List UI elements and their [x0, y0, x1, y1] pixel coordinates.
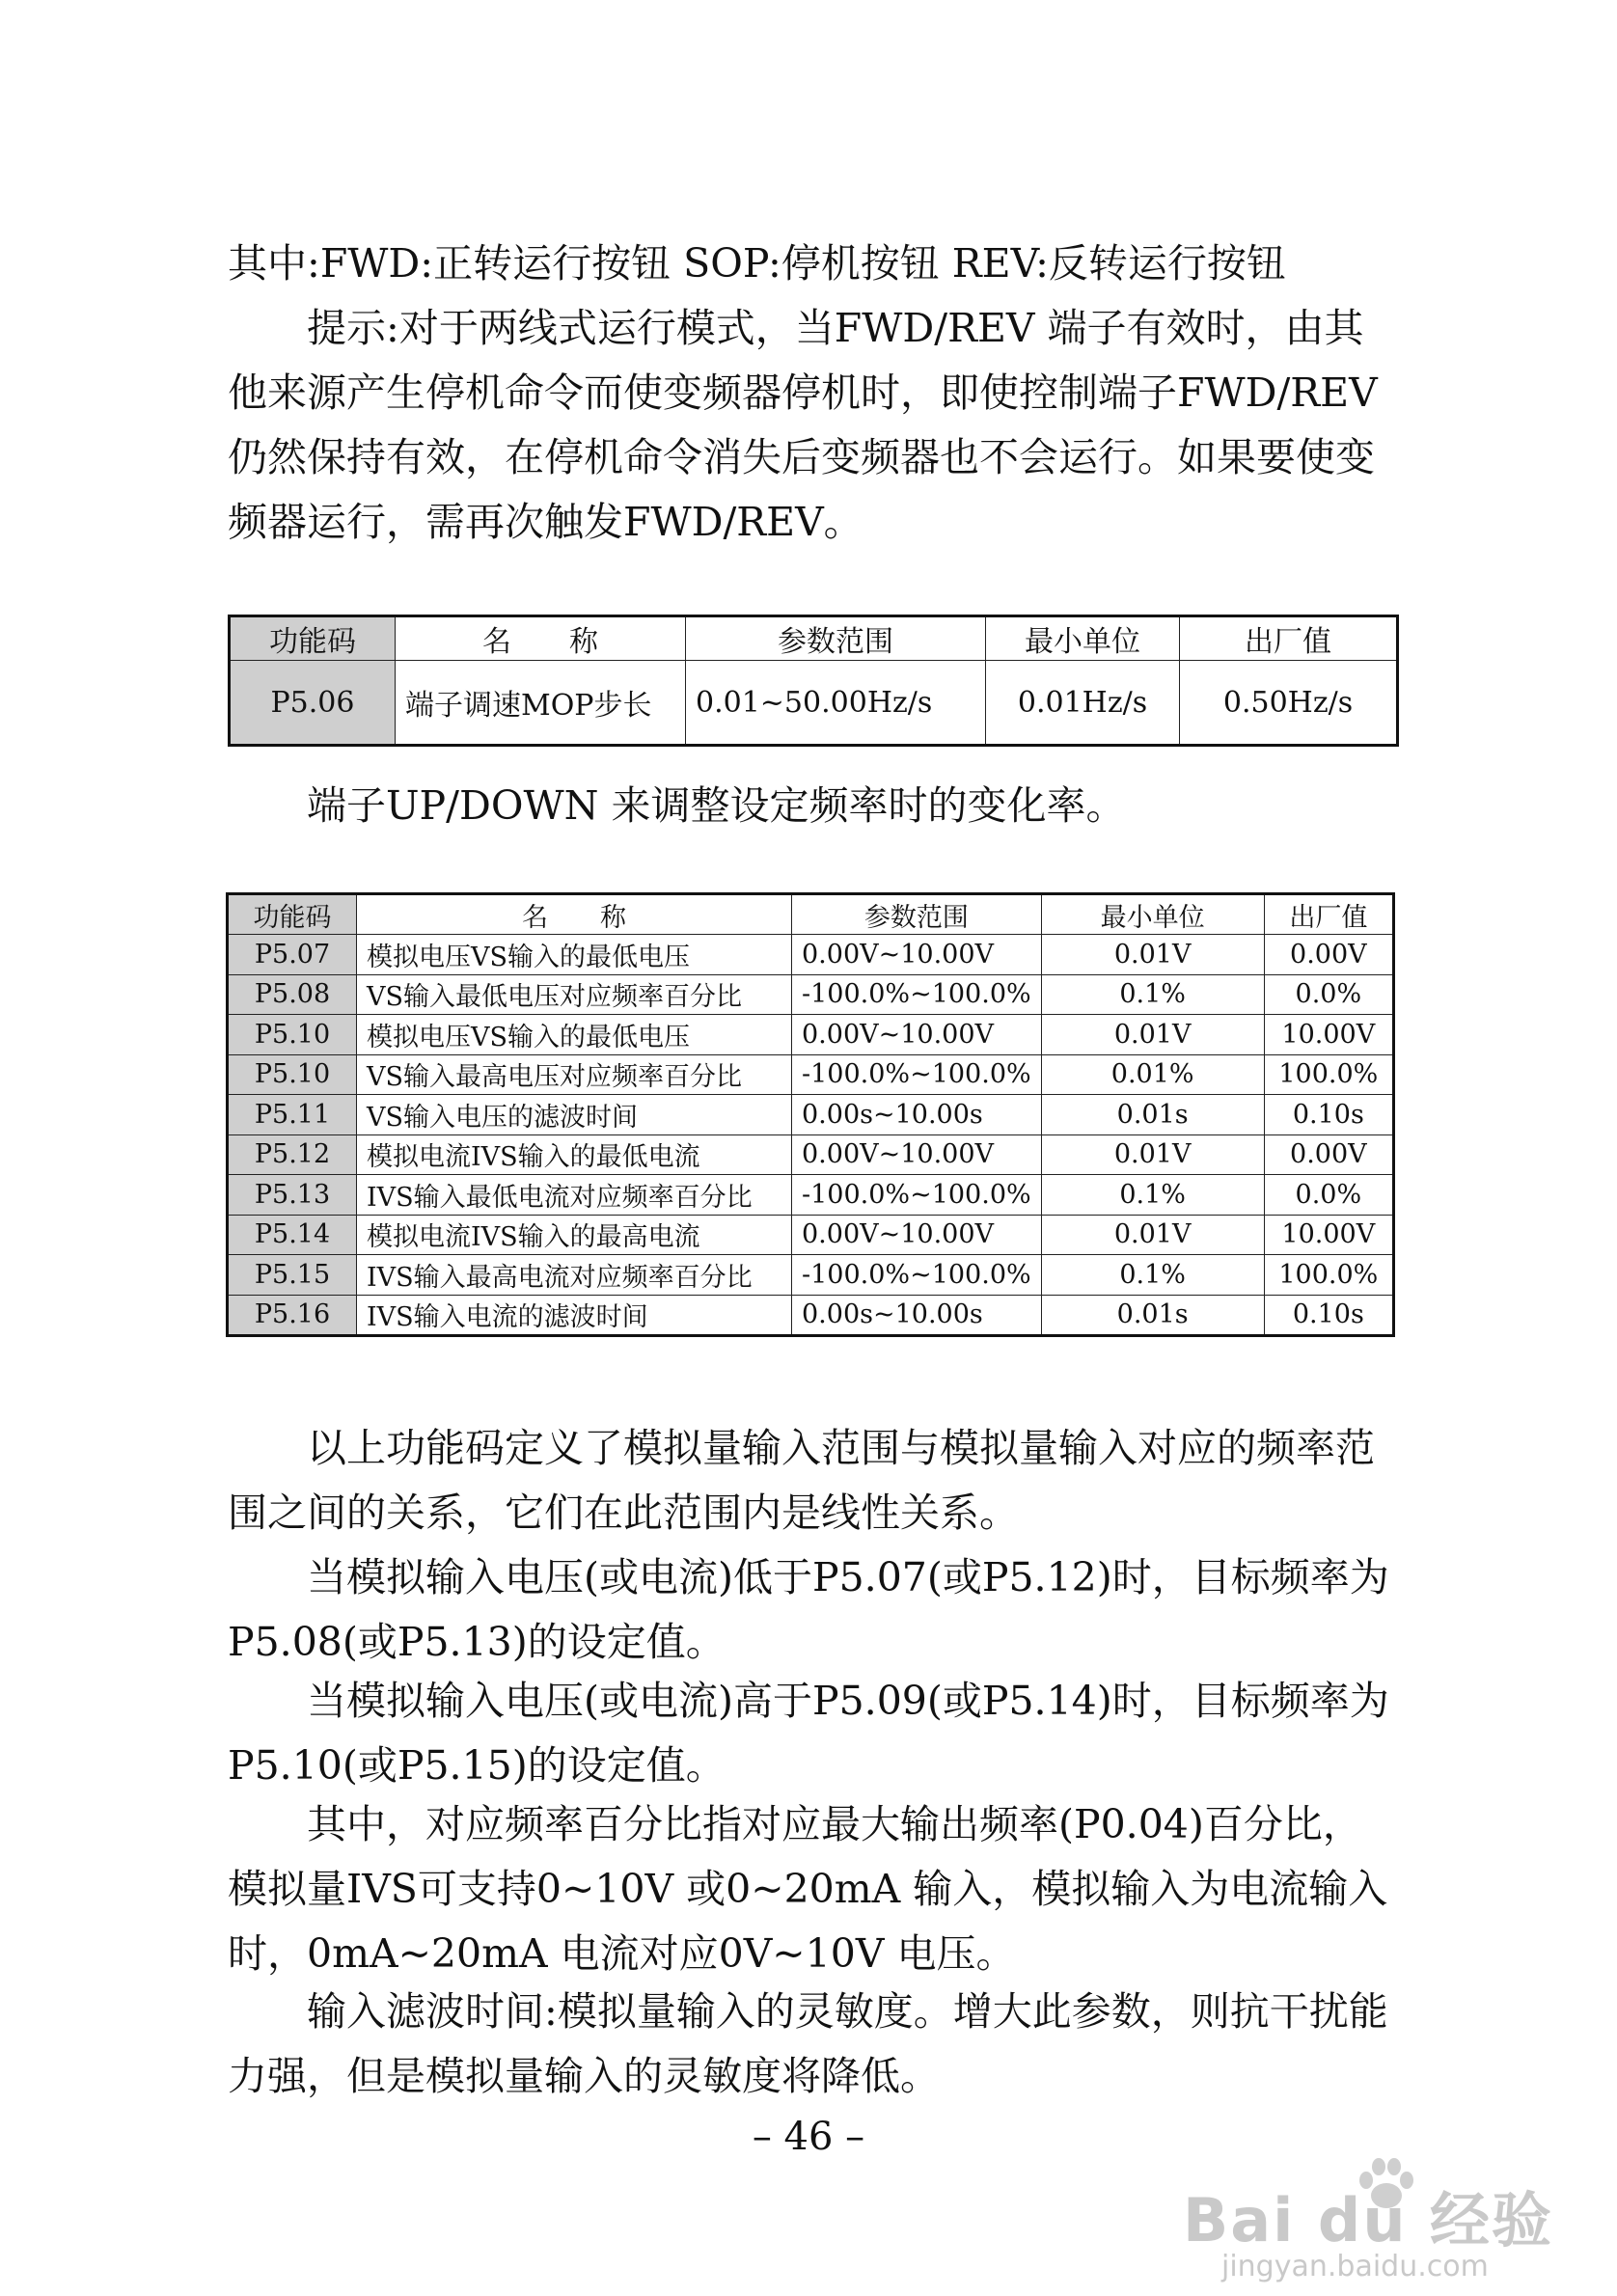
cell-name: VS输入电压的滤波时间	[357, 1095, 792, 1135]
cell-range: -100.0%~100.0%	[792, 1175, 1042, 1216]
cell-range: 0.00V~10.00V	[792, 1015, 1042, 1055]
header-range: 参数范围	[686, 616, 986, 661]
cell-code: P5.14	[228, 1215, 357, 1255]
watermark-brand: Bai du 经验	[1183, 2185, 1554, 2255]
header-unit: 最小单位	[1041, 894, 1264, 935]
baidu-jingyan-watermark	[1183, 2151, 1588, 2286]
cell-code: P5.10	[228, 1054, 357, 1095]
table-row	[228, 935, 1394, 975]
table-row	[228, 1175, 1394, 1216]
cell-default: 100.0%	[1264, 1054, 1393, 1095]
table-row	[228, 1295, 1394, 1336]
header-default: 出厂值	[1180, 616, 1398, 661]
header-default: 出厂值	[1264, 894, 1393, 935]
cell-unit: 0.01Hz/s	[986, 661, 1180, 746]
table-row	[228, 1134, 1394, 1175]
cell-range: -100.0%~100.0%	[792, 1255, 1042, 1296]
table-row	[228, 1054, 1394, 1095]
cell-default: 0.0%	[1264, 1175, 1393, 1216]
paragraph-low-input: 当模拟输入电压(或电流)低于P5.07(或P5.12)时，目标频率为P5.08(或P5.13)的设定值。	[228, 1554, 1389, 1665]
cell-unit: 0.01%	[1041, 1054, 1264, 1095]
cell-range: 0.01~50.00Hz/s	[686, 661, 986, 746]
page-number: – 46 –	[752, 2115, 865, 2159]
header-code: 功能码	[228, 894, 357, 935]
table-row	[230, 661, 1398, 746]
cell-code: P5.06	[230, 661, 396, 746]
table-p5-06	[228, 615, 1399, 747]
cell-range: -100.0%~100.0%	[792, 1054, 1042, 1095]
cell-default: 0.0%	[1264, 974, 1393, 1015]
cell-code: P5.12	[228, 1134, 357, 1175]
cell-unit: 0.01V	[1041, 1134, 1264, 1175]
cell-name: IVS输入最高电流对应频率百分比	[357, 1255, 792, 1296]
cell-name: IVS输入电流的滤波时间	[357, 1295, 792, 1336]
cell-name: 模拟电流IVS输入的最高电流	[357, 1215, 792, 1255]
cell-default: 10.00V	[1264, 1015, 1393, 1055]
cell-default: 10.00V	[1264, 1215, 1393, 1255]
cell-unit: 0.1%	[1041, 974, 1264, 1015]
header-unit: 最小单位	[986, 616, 1180, 661]
cell-unit: 0.1%	[1041, 1255, 1264, 1296]
cell-name: 模拟电流IVS输入的最低电流	[357, 1134, 792, 1175]
cell-code: P5.10	[228, 1015, 357, 1055]
cell-range: 0.00V~10.00V	[792, 1134, 1042, 1175]
cell-range: 0.00V~10.00V	[792, 1215, 1042, 1255]
paragraph-percentage-note: 其中，对应频率百分比指对应最大输出频率(P0.04)百分比，模拟量IVS可支持0~10V 或0~20mA 输入，模拟输入为电流输入时，0mA~20mA 电流对应0V~10V 电压。	[228, 1801, 1388, 1977]
cell-code: P5.13	[228, 1175, 357, 1216]
cell-default: 100.0%	[1264, 1255, 1393, 1296]
cell-code: P5.16	[228, 1295, 357, 1336]
header-code: 功能码	[230, 616, 396, 661]
cell-range: -100.0%~100.0%	[792, 974, 1042, 1015]
paragraph-range-relation: 以上功能码定义了模拟量输入范围与模拟量输入对应的频率范围之间的关系，它们在此范围内是线性关系。	[228, 1425, 1375, 1536]
watermark-url: jingyan.baidu.com	[1221, 2250, 1489, 2283]
cell-default: 0.00V	[1264, 1134, 1393, 1175]
cell-name: VS输入最高电压对应频率百分比	[357, 1054, 792, 1095]
table-p5-07-16	[226, 892, 1395, 1337]
header-name: 名 称	[357, 894, 792, 935]
cell-default: 0.10s	[1264, 1095, 1393, 1135]
cell-name: 模拟电压VS输入的最低电压	[357, 1015, 792, 1055]
table-row	[228, 1015, 1394, 1055]
cell-unit: 0.01s	[1041, 1095, 1264, 1135]
cell-unit: 0.01V	[1041, 1215, 1264, 1255]
table-row	[228, 1255, 1394, 1296]
cell-code: P5.15	[228, 1255, 357, 1296]
cell-code: P5.11	[228, 1095, 357, 1135]
table-row	[228, 974, 1394, 1015]
cell-unit: 0.01V	[1041, 1015, 1264, 1055]
table-header-row	[228, 894, 1394, 935]
cell-name: IVS输入最低电流对应频率百分比	[357, 1175, 792, 1216]
paragraph-high-input: 当模拟输入电压(或电流)高于P5.09(或P5.14)时，目标频率为P5.10(或P5.15)的设定值。	[228, 1678, 1389, 1789]
table-row	[228, 1215, 1394, 1255]
table-header-row	[230, 616, 1398, 661]
cell-default: 0.10s	[1264, 1295, 1393, 1336]
paragraph-tip: 提示:对于两线式运行模式，当FWD/REV 端子有效时，由其他来源产生停机命令而使变频器停机时，即使控制端子FWD/REV 仍然保持有效，在停机命令消失后变频器也不会运行。如果要使变频器运行，需再次触发FWD/REV。	[228, 305, 1378, 545]
paragraph-buttons: 其中:FWD:正转运行按钮 SOP:停机按钮 REV:反转运行按钮	[228, 240, 1286, 287]
header-name: 名 称	[396, 616, 686, 661]
cell-range: 0.00s~10.00s	[792, 1295, 1042, 1336]
cell-name: 模拟电压VS输入的最低电压	[357, 935, 792, 975]
cell-code: P5.08	[228, 974, 357, 1015]
cell-unit: 0.01s	[1041, 1295, 1264, 1336]
cell-unit: 0.1%	[1041, 1175, 1264, 1216]
cell-code: P5.07	[228, 935, 357, 975]
table-row	[228, 1095, 1394, 1135]
cell-range: 0.00V~10.00V	[792, 935, 1042, 975]
cell-unit: 0.01V	[1041, 935, 1264, 975]
cell-name: 端子调速MOP步长	[396, 661, 686, 746]
cell-range: 0.00s~10.00s	[792, 1095, 1042, 1135]
cell-name: VS输入最低电压对应频率百分比	[357, 974, 792, 1015]
header-range: 参数范围	[792, 894, 1042, 935]
cell-default: 0.00V	[1264, 935, 1393, 975]
cell-default: 0.50Hz/s	[1180, 661, 1398, 746]
paragraph-updown: 端子UP/DOWN 来调整设定频率时的变化率。	[307, 782, 1126, 829]
paragraph-filter-time: 输入滤波时间:模拟量输入的灵敏度。增大此参数，则抗干扰能力强，但是模拟量输入的灵敏度将降低。	[228, 1988, 1388, 2099]
